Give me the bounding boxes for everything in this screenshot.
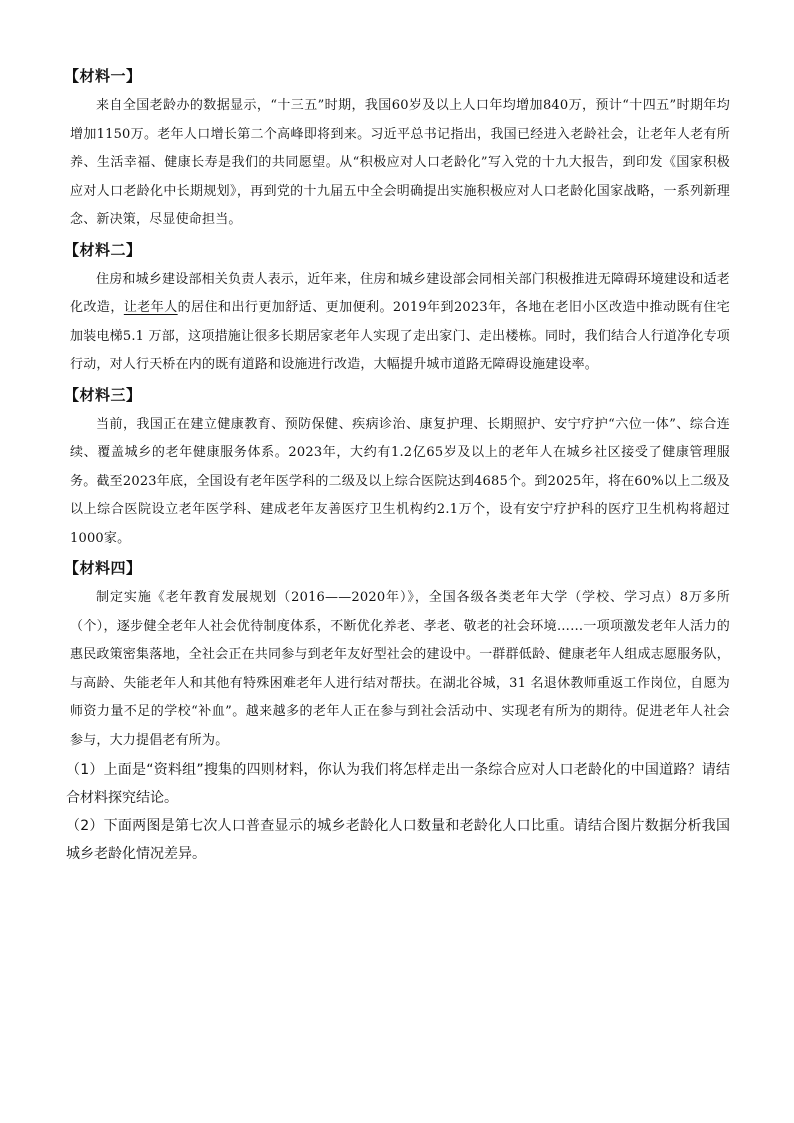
material-1-paragraph: 来自全国老龄办的数据显示，“十三五”时期，我国60岁及以上人口年均增加840万，预计“十四五”时期年均增加1150万。老年人口增长第二个高峰即将到来。习近平总书记指出，我国已经进入老龄社会，让老年人老有所养、生活幸福、健康长寿是我们的共同愿望。从“积极应对人口老龄化”写入党的十九大报告，到印发《国家积极应对人口老龄化中长期规划》，再到党的十九届五中全会明确提出实施积极应对人口老龄化国家战略，一系列新理念、新决策，尽显使命担当。 bbox=[70, 98, 730, 227]
material-2-underlined-text: 让老年人 bbox=[123, 300, 178, 315]
question-2: （2）下面两图是第七次人口普查显示的城乡老龄化人口数量和老龄化人口比重。请结合图片数据分析我国城乡老龄化情况差异。 bbox=[66, 818, 730, 862]
material-3-heading: 【材料三】 bbox=[64, 385, 142, 404]
material-4-heading: 【材料四】 bbox=[64, 559, 142, 577]
material-3-paragraph: 当前，我国正在建立健康教育、预防保健、疾病诊治、康复护理、长期照护、安宁疗护“六位一体”、综合连续、覆盖城乡的老年健康服务体系。2023年，大约有1.2亿65岁及以上的老年人在城乡社区接受了健康管理服务。截至2023年底，全国设有老年医学科的二级及以上综合医院达到4685个。到2025年，将在60%以上二级及以上综合医院设立老年医学科、建成老年友善医疗卫生机构约2.1万个，设有安宁疗护科的医疗卫生机构将超过1000家。 bbox=[70, 416, 730, 546]
material-2-text-after: 的居住和出行更加舒适、更加便利。2019年到2023年，各地在老旧小区改造中推动既有住宅加装电梯5.1 万部，这项措施让很多长期居家老年人实现了走出家门、走出楼栋。同时，我们结合人行道净化专项行动，对人行天桥在内的既有道路和设施进行改造，大幅提升城市道路无障碍设施建设率。 bbox=[70, 300, 731, 372]
document-content bbox=[64, 62, 731, 868]
material-2-heading: 【材料二】 bbox=[64, 240, 142, 259]
material-1-heading: 【材料一】 bbox=[64, 67, 142, 85]
questions bbox=[66, 756, 730, 868]
material-2-text-before: 住房和城乡建设部相关负责人表示，近年来，住房和城乡建设部会同相关部门积极推进无障碍环境建设和适老化改造， bbox=[70, 271, 730, 315]
question-1: （1）上面是“资料组”搜集的四则材料，你认为我们将怎样走出一条综合应对人口老龄化的中国道路？请结合材料探究结论。 bbox=[66, 762, 730, 806]
material-4 bbox=[64, 554, 731, 755]
material-1 bbox=[64, 62, 730, 235]
material-3 bbox=[64, 381, 730, 554]
material-2-paragraph bbox=[70, 266, 730, 380]
material-4-paragraph: 制定实施《老年教育发展规划（2016——2020年）》，全国各级各类老年大学（学校、学习点）8万多所（个），逐步健全老年人社会优待制度体系，不断优化养老、孝老、敬老的社会环境……一项项激发老年人活力的惠民政策密集落地，全社会正在共同参与到老年友好型社会的建设中。一群群低龄、健康老年人组成志愿服务队，与高龄、失能老年人和其他有特殊困难老年人进行结对帮扶。在湖北谷城，31 名退休教师重返工作岗位，自愿为师资力量不足的学校“补血”。越来越多的老年人正在参与到社会活动中、实现老有所为的期待。促进老年人社会参与，大力提倡老有所为。 bbox=[70, 590, 731, 748]
material-2 bbox=[64, 236, 731, 380]
